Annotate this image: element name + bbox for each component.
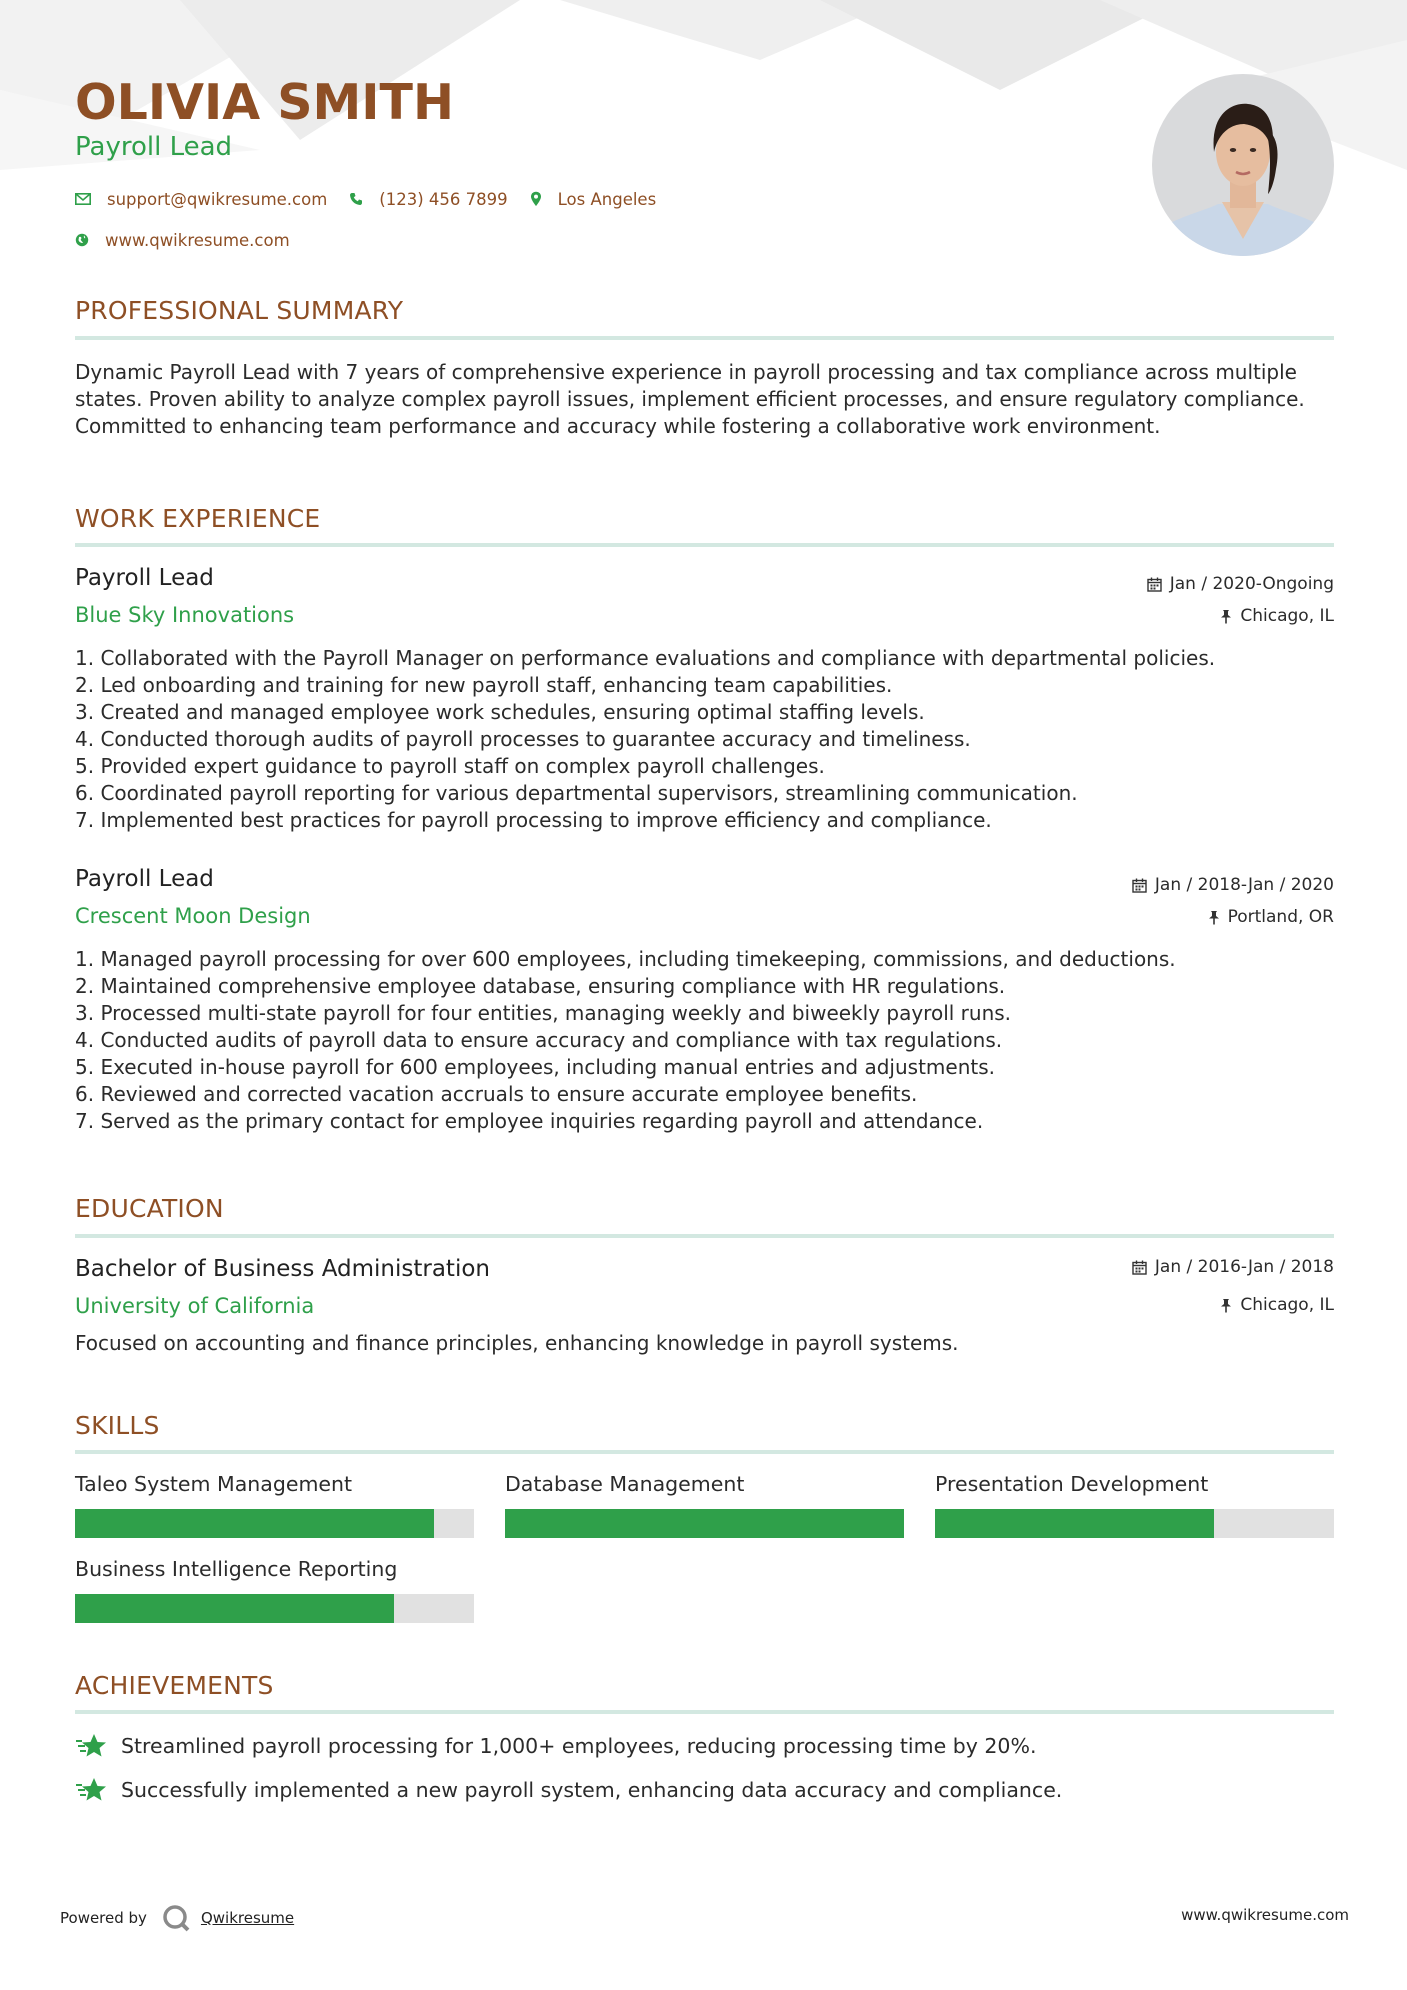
experience-heading: WORK EXPERIENCE (75, 504, 321, 533)
brand-link[interactable]: Qwikresume (200, 1909, 295, 1927)
list-item: 6. Reviewed and corrected vacation accruals to ensure accurate employee benefits. (75, 1082, 918, 1106)
skill-label: Taleo System Management (75, 1472, 353, 1496)
footer-powered-by (60, 1903, 294, 1933)
list-item: 5. Provided expert guidance to payroll staff on complex payroll challenges. (75, 754, 825, 778)
skill-bar-track (505, 1509, 904, 1538)
list-item: 7. Served as the primary contact for employee inquiries regarding payroll and attendance. (75, 1109, 984, 1133)
skill-label: Presentation Development (935, 1472, 1209, 1496)
education-location (1220, 1295, 1334, 1315)
education-description: Focused on accounting and finance principles, enhancing knowledge in payroll systems. (75, 1331, 959, 1355)
pushpin-icon (1220, 609, 1232, 624)
contact-row-primary (75, 187, 678, 211)
education-location-text: Chicago, IL (1240, 1295, 1334, 1315)
job-1-location (1220, 606, 1334, 626)
skills-heading: SKILLS (75, 1411, 160, 1440)
contact-location (530, 190, 657, 209)
list-item: 1. Collaborated with the Payroll Manager on performance evaluations and compliance with departmental policies. (75, 646, 1216, 670)
contact-phone[interactable] (349, 190, 507, 209)
job-1-company: Blue Sky Innovations (75, 603, 295, 627)
phone-icon (349, 192, 363, 206)
contact-email[interactable] (75, 190, 327, 209)
job-2-dates-text: Jan / 2018-Jan / 2020 (1154, 875, 1334, 895)
education-degree: Bachelor of Business Administration (75, 1256, 490, 1282)
achievement-item (75, 1730, 1036, 1762)
list-item: 6. Coordinated payroll reporting for various departmental supervisors, streamlining communication. (75, 781, 1078, 805)
list-item: 1. Managed payroll processing for over 600 employees, including timekeeping, commissions, and deductions. (75, 947, 1176, 971)
experience-divider (75, 543, 1334, 547)
contact-website[interactable] (75, 231, 290, 250)
education-school: University of California (75, 1294, 315, 1318)
job-1-bullets (75, 645, 1334, 834)
calendar-icon (1132, 1260, 1147, 1275)
skill-label: Business Intelligence Reporting (75, 1557, 398, 1581)
job-2-location-text: Portland, OR (1227, 907, 1334, 927)
location-text: Los Angeles (557, 189, 657, 209)
email-icon (75, 193, 91, 205)
education-heading: EDUCATION (75, 1194, 224, 1223)
profile-photo (1152, 74, 1334, 256)
achievement-item (75, 1774, 1062, 1806)
list-item: 2. Led onboarding and training for new payroll staff, enhancing team capabilities. (75, 673, 893, 697)
list-item: 5. Executed in-house payroll for 600 employees, including manual entries and adjustments. (75, 1055, 996, 1079)
job-2-dates (1132, 875, 1334, 895)
pushpin-icon (1208, 910, 1220, 925)
job-1-dates (1147, 574, 1334, 594)
star-award-icon (75, 1732, 107, 1760)
candidate-name: OLIVIA SMITH (75, 74, 454, 131)
job-2-company: Crescent Moon Design (75, 904, 311, 928)
phone-text: (123) 456 7899 (379, 189, 508, 209)
list-item: 4. Conducted audits of payroll data to ensure accuracy and compliance with tax regulations. (75, 1028, 1003, 1052)
education-dates (1132, 1257, 1334, 1277)
education-dates-text: Jan / 2016-Jan / 2018 (1154, 1257, 1334, 1277)
footer-url[interactable]: www.qwikresume.com (1181, 1906, 1349, 1924)
calendar-icon (1147, 577, 1162, 592)
education-divider (75, 1234, 1334, 1238)
summary-divider (75, 336, 1334, 340)
map-pin-icon (530, 191, 542, 207)
list-item: 7. Implemented best practices for payroll processing to improve efficiency and compliance. (75, 808, 992, 832)
achievement-text: Streamlined payroll processing for 1,000+ employees, reducing processing time by 20%. (121, 1734, 1037, 1758)
job-2-bullets (75, 946, 1334, 1135)
contact-row-secondary (75, 228, 312, 252)
skill-bar-fill (75, 1594, 394, 1623)
skill-bar-fill (75, 1509, 434, 1538)
skill-bar-track (935, 1509, 1334, 1538)
skill-bar-fill (935, 1509, 1214, 1538)
skill-bar-track (75, 1594, 474, 1623)
email-text: support@qwikresume.com (107, 189, 328, 209)
skill-label: Database Management (505, 1472, 745, 1496)
summary-heading: PROFESSIONAL SUMMARY (75, 296, 404, 325)
achievement-text: Successfully implemented a new payroll system, enhancing data accuracy and compliance. (121, 1778, 1063, 1802)
calendar-icon (1132, 878, 1147, 893)
pushpin-icon (1220, 1298, 1232, 1313)
summary-text: Dynamic Payroll Lead with 7 years of comprehensive experience in payroll processing and tax compliance across multiple states. Proven ability to analyze complex payroll issues, implement efficient processes, and ensure regulatory compliance. Committed to enhancing team performance and accuracy while fostering a collaborative work environment. (75, 360, 1305, 438)
powered-by-text: Powered by (60, 1909, 147, 1927)
job-1-dates-text: Jan / 2020-Ongoing (1169, 574, 1334, 594)
job-1-location-text: Chicago, IL (1240, 606, 1334, 626)
globe-icon (75, 233, 89, 247)
qwikresume-logo-icon (161, 1903, 191, 1933)
list-item: 2. Maintained comprehensive employee database, ensuring compliance with HR regulations. (75, 974, 1006, 998)
job-2-location (1208, 907, 1334, 927)
skills-divider (75, 1450, 1334, 1454)
star-award-icon (75, 1776, 107, 1804)
skill-bar-track (75, 1509, 474, 1538)
list-item: 4. Conducted thorough audits of payroll processes to guarantee accuracy and timeliness. (75, 727, 971, 751)
list-item: 3. Processed multi-state payroll for four entities, managing weekly and biweekly payroll runs. (75, 1001, 1012, 1025)
achievements-heading: ACHIEVEMENTS (75, 1671, 274, 1700)
list-item: 3. Created and managed employee work schedules, ensuring optimal staffing levels. (75, 700, 925, 724)
skill-bar-fill (505, 1509, 904, 1538)
job-2-role: Payroll Lead (75, 866, 214, 892)
website-text: www.qwikresume.com (105, 230, 290, 250)
candidate-title: Payroll Lead (75, 132, 233, 162)
achievements-divider (75, 1710, 1334, 1714)
job-1-role: Payroll Lead (75, 565, 214, 591)
